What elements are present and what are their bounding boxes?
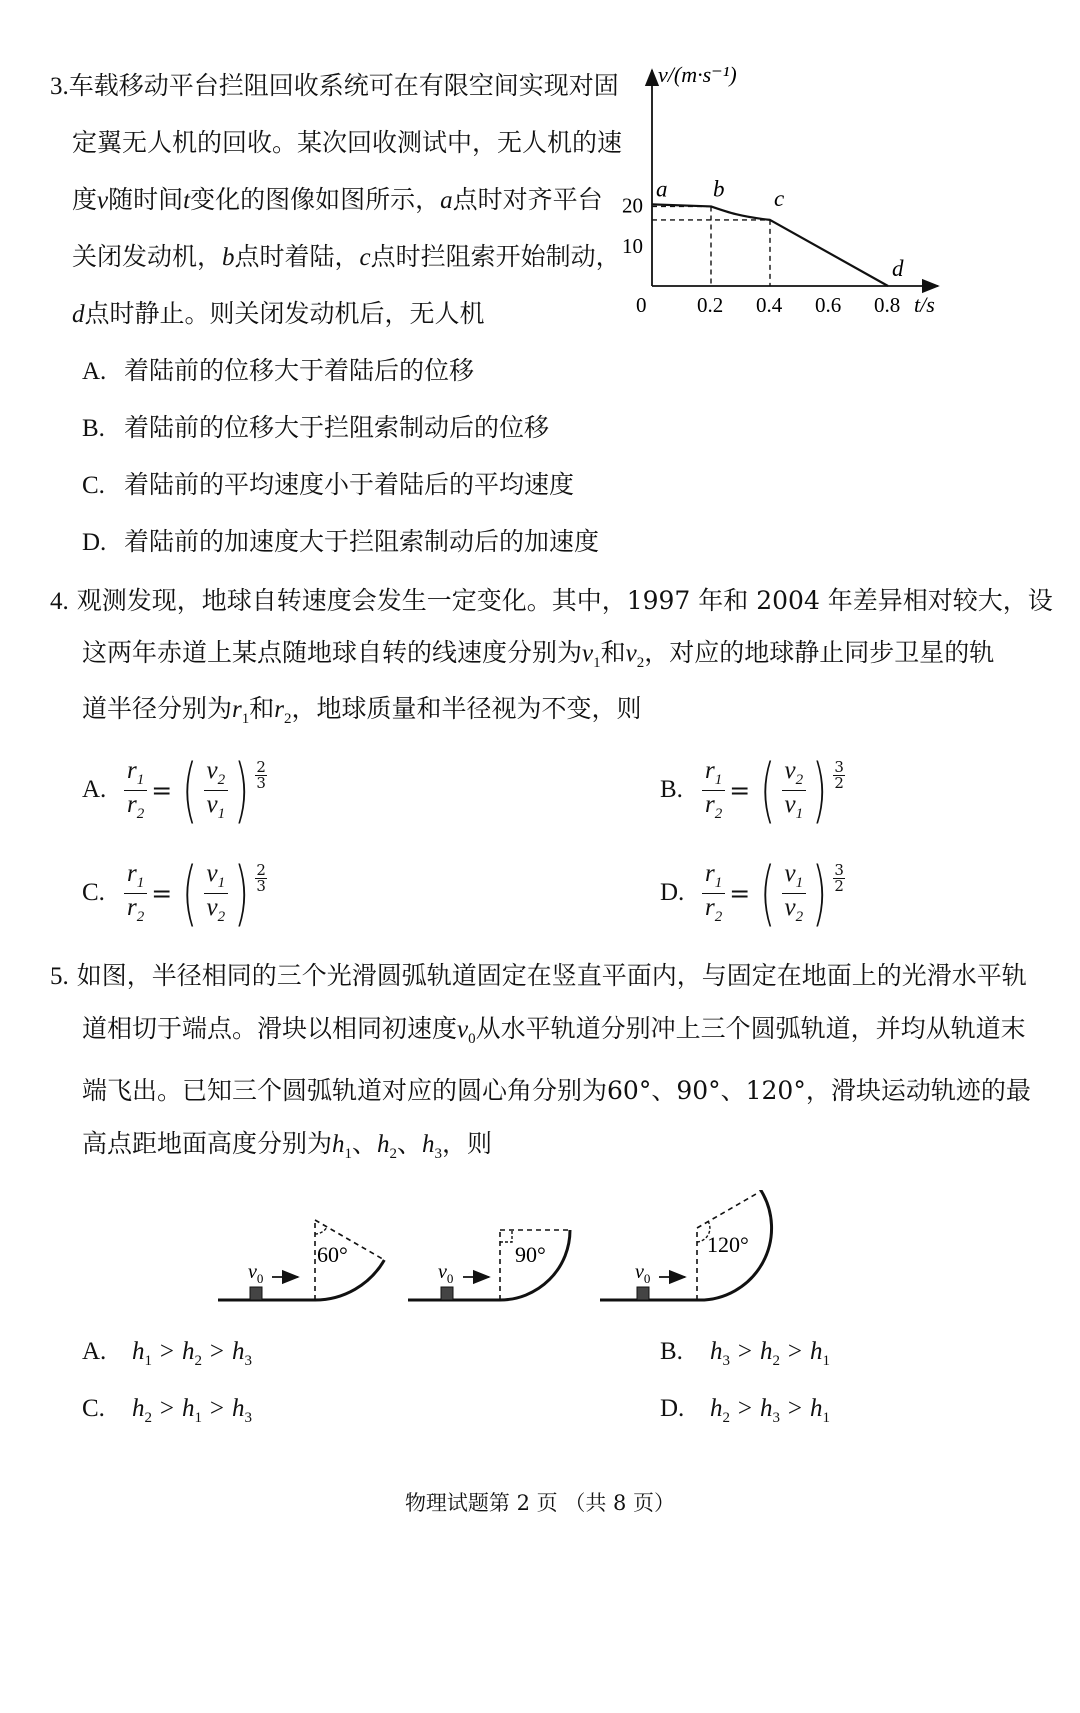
v-t-curve — [652, 204, 888, 286]
x-tick-label-0.4: 0.4 — [756, 293, 783, 317]
q3-line-5: d点时静止。则关闭发动机后，无人机 — [72, 299, 485, 328]
svg-text:v0: $v_0$ — [438, 1261, 454, 1286]
q3-line-3: 度v随时间t变化的图像如图所示，a点时对齐平台 — [72, 185, 603, 214]
q3-line-1: 3.车载移动平台拦阻回收系统可在有限空间实现对固 — [50, 71, 619, 100]
q3-line-4: 关闭发动机，b点时着陆，c点时拦阻索开始制动， — [72, 242, 621, 271]
q5-option-d[interactable]: D. $h_2 > h_3 > h_1$ — [660, 1395, 830, 1426]
q5-option-a[interactable]: A. $h_1 > h_2 > h_3$ — [82, 1338, 252, 1369]
q4-line-2: 这两年赤道上某点随地球自转的线速度分别为$v_1$和$v_2$，对应的地球静止同步卫星的轨 — [82, 638, 995, 671]
q4-option-d[interactable]: D. $\frac{r_1}{r_2}$ = ( $\frac{v_1}{v_2}$ ) 3 2 — [660, 852, 844, 934]
q5-line-2: 道相切于端点。滑块以相同初速度$v_0$从水平轨道分别冲上三个圆弧轨道，并均从轨道末 — [82, 1014, 1026, 1047]
page-footer: 物理试题第 2 页 （共 8 页） — [404, 1491, 676, 1515]
lhs-fraction: $\frac{r_1}{r_2}$ — [702, 860, 725, 926]
x-tick-label-0.8: 0.8 — [874, 293, 901, 317]
x-axis-label: t/s — [914, 292, 935, 317]
q3-option-b[interactable]: B. 着陆前的位移大于拦阻索制动后的位移 — [82, 413, 550, 442]
point-label-b: b — [713, 176, 725, 202]
exponent: 3 2 — [834, 757, 844, 792]
q5-option-b[interactable]: B. $h_3 > h_2 > h_1$ — [660, 1338, 830, 1369]
q4-line-3: 道半径分别为$r_1$和$r_2$，地球质量和半径视为不变，则 — [82, 694, 642, 727]
x-tick-label-0: 0 — [636, 293, 647, 317]
y-tick-label-20: 20 — [622, 193, 643, 218]
q3-option-d[interactable]: D. 着陆前的加速度大于拦阻索制动后的加速度 — [82, 527, 600, 556]
q5-line-3: 端飞出。已知三个圆弧轨道对应的圆心角分别为60°、90°、120°，滑块运动轨迹的最 — [82, 1076, 1031, 1105]
lhs-fraction: $\frac{r_1}{r_2}$ — [702, 757, 725, 823]
point-label-a: a — [656, 176, 668, 202]
angle-label-120: 120° — [707, 1232, 749, 1257]
q4-option-b[interactable]: B. $\frac{r_1}{r_2}$ = ( $\frac{v_2}{v_1}$ ) 3 2 — [660, 749, 844, 831]
lhs-fraction: $\frac{r_1}{r_2}$ — [124, 757, 147, 823]
exponent: 2 3 — [256, 757, 266, 792]
point-label-c: c — [774, 185, 785, 211]
vt-chart — [620, 60, 950, 330]
x-tick-label-0.6: 0.6 — [815, 293, 842, 317]
y-axis-label: v/(m·s⁻¹) — [658, 62, 737, 87]
track-90-diagram — [408, 1230, 570, 1300]
angle-label-60: 60° — [317, 1242, 348, 1267]
angle-label-90: 90° — [515, 1242, 546, 1267]
exponent: 2 3 — [256, 860, 266, 895]
lhs-fraction: $\frac{r_1}{r_2}$ — [124, 860, 147, 926]
x-tick-label-0.2: 0.2 — [697, 293, 724, 317]
q5-option-c[interactable]: C. $h_2 > h_1 > h_3$ — [82, 1395, 252, 1426]
q4-option-c[interactable]: C. $\frac{r_1}{r_2}$ = ( $\frac{v_1}{v_2}$ ) 2 3 — [82, 852, 266, 934]
q4-option-a[interactable]: A. $\frac{r_1}{r_2}$ = ( $\frac{v_2}{v_1}$ ) 2 3 — [82, 749, 266, 831]
q5-line-4: 高点距地面高度分别为$h_1$、$h_2$、$h_3$，则 — [82, 1129, 493, 1162]
arc-track-diagrams — [210, 1190, 970, 1315]
exponent: 3 2 — [834, 860, 844, 895]
track-60-diagram — [218, 1220, 384, 1300]
q3-line-2: 定翼无人机的回收。某次回收测试中，无人机的速 — [72, 128, 623, 157]
q4-line-1: 4. 观测发现，地球自转速度会发生一定变化。其中，1997 年和 2004 年差异相对较大，设 — [50, 586, 1053, 615]
track-120-diagram — [600, 1190, 772, 1300]
q3-option-a[interactable]: A. 着陆前的位移大于着陆后的位移 — [82, 356, 475, 385]
point-label-d: d — [892, 256, 904, 281]
y-tick-label-10: 10 — [622, 234, 643, 259]
svg-text:v0: $v_0$ — [635, 1261, 651, 1286]
q3-option-c[interactable]: C. 着陆前的平均速度小于着陆后的平均速度 — [82, 470, 575, 499]
svg-text:v0: $v_0$ — [248, 1261, 264, 1286]
q5-line-1: 5. 如图，半径相同的三个光滑圆弧轨道固定在竖直平面内，与固定在地面上的光滑水平轨 — [50, 961, 1027, 990]
